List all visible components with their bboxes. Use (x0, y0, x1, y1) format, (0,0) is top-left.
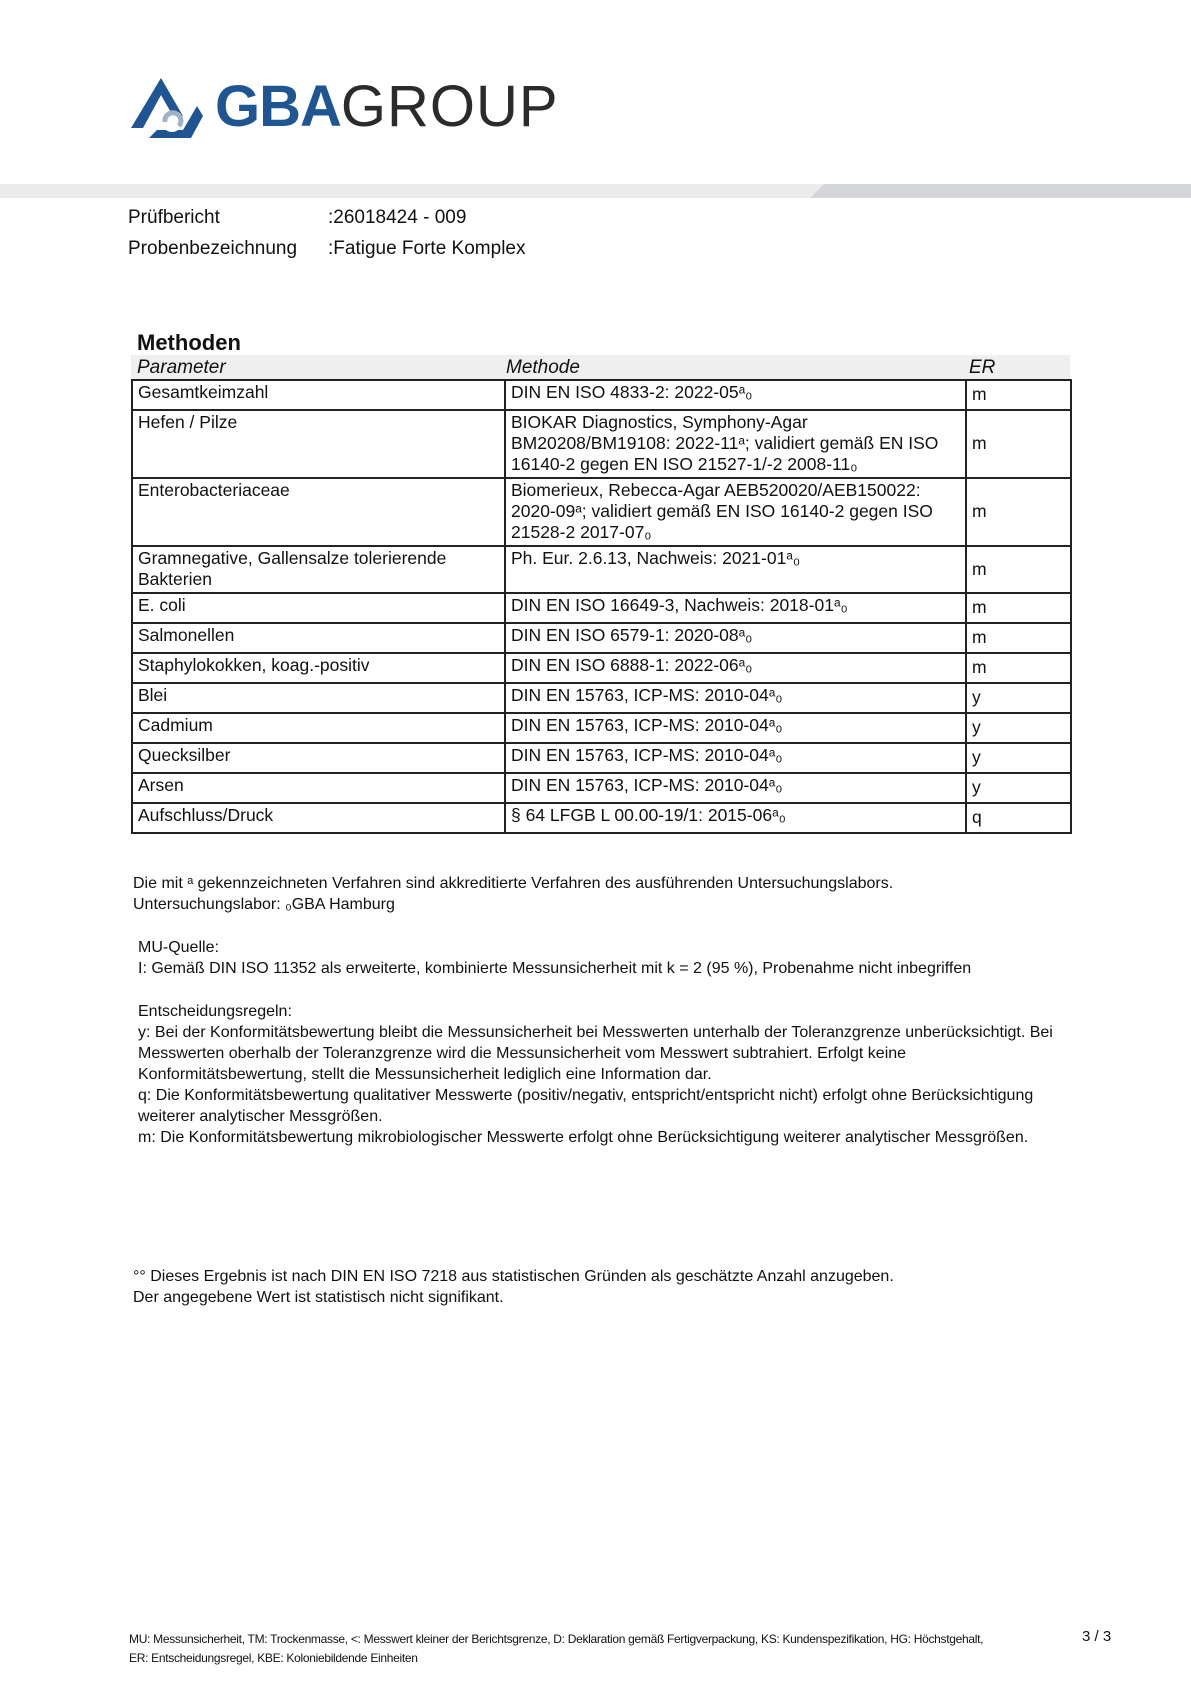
method-cell: DIN EN 15763, ICP-MS: 2010-04ᵃ₀ (505, 773, 966, 803)
table-row (132, 743, 1071, 773)
er-cell: q (966, 803, 1071, 833)
column-header-er: ER (969, 357, 996, 378)
report-number-value: :26018424 - 009 (328, 207, 467, 228)
method-cell: Ph. Eur. 2.6.13, Nachweis: 2021-01ᵃ₀ (505, 546, 966, 593)
parameter-cell: Enterobacteriaceae (132, 478, 505, 546)
gba-logo-mark-icon (131, 76, 203, 138)
methods-table-body (131, 379, 1072, 834)
footer-abbreviations-line2: ER: Entscheidungsregel, KBE: Koloniebildende Einheiten (129, 1651, 418, 1665)
method-cell: Biomerieux, Rebecca-Agar AEB520020/AEB150022: 2020-09ᵃ; validiert gemäß EN ISO 16140-2 gegen ISO 21528-2 2017-07₀ (505, 478, 966, 546)
laboratory-text: Untersuchungslabor: ₀GBA Hamburg (133, 896, 395, 913)
parameter-cell: Arsen (132, 773, 505, 803)
er-cell: m (966, 410, 1071, 478)
decision-rule-q: q: Die Konformitätsbewertung qualitativer Messwerte (positiv/negativ, entspricht/entspricht nicht) erfolgt ohne Berücksichtigung weiterer analytischer Messgrößen. (138, 1087, 1034, 1125)
er-cell: m (966, 623, 1071, 653)
logo-wordmark-group: GROUP (340, 74, 559, 139)
table-row (132, 478, 1071, 546)
column-header-parameter: Parameter (137, 357, 226, 378)
method-cell: § 64 LFGB L 00.00-19/1: 2015-06ᵃ₀ (505, 803, 966, 833)
parameter-cell: Gramnegative, Gallensalze tolerierende Bakterien (132, 546, 505, 593)
header-band-accent (810, 184, 1191, 198)
decision-rules-title: Entscheidungsregeln: (138, 1003, 292, 1020)
mu-source-text: I: Gemäß DIN ISO 11352 als erweiterte, kombinierte Messunsicherheit mit k = 2 (95 %), Probenahme nicht inbegriffen (138, 960, 972, 977)
parameter-cell: Blei (132, 683, 505, 713)
table-row (132, 653, 1071, 683)
table-row (132, 713, 1071, 743)
gba-group-logo (131, 76, 559, 138)
method-cell: BIOKAR Diagnostics, Symphony-Agar BM20208/BM19108: 2022-11ᵃ; validiert gemäß EN ISO 16140-2 gegen EN ISO 21527-1/-2 2008-11₀ (505, 410, 966, 478)
er-cell: m (966, 593, 1071, 623)
methods-table (131, 355, 1070, 834)
er-cell: y (966, 683, 1071, 713)
mu-source-block (138, 937, 1078, 979)
mu-source-title: MU-Quelle: (138, 939, 219, 956)
parameter-cell: Quecksilber (132, 743, 505, 773)
methods-table-header (131, 355, 1070, 379)
er-cell: y (966, 743, 1071, 773)
parameter-cell: Gesamtkeimzahl (132, 380, 505, 410)
statistical-remark (133, 1266, 1073, 1308)
method-cell: DIN EN ISO 4833-2: 2022-05ᵃ₀ (505, 380, 966, 410)
decision-rule-m: m: Die Konformitätsbewertung mikrobiologischer Messwerte erfolgt ohne Berücksichtigung weiterer analytischer Messgrößen. (138, 1129, 1029, 1146)
accreditation-text: Die mit ᵃ gekennzeichneten Verfahren sind akkreditierte Verfahren des ausführenden Untersuchungslabors. (133, 875, 894, 892)
statistical-remark-line1: °° Dieses Ergebnis ist nach DIN EN ISO 7218 aus statistischen Gründen als geschätzte Anzahl anzugeben. (133, 1268, 894, 1285)
abbreviations-footer (129, 1630, 989, 1668)
er-cell: m (966, 653, 1071, 683)
statistical-remark-line2: Der angegebene Wert ist statistisch nicht signifikant. (133, 1289, 504, 1306)
er-cell: y (966, 713, 1071, 743)
method-cell: DIN EN ISO 6888-1: 2022-06ᵃ₀ (505, 653, 966, 683)
er-cell: m (966, 546, 1071, 593)
method-cell: DIN EN 15763, ICP-MS: 2010-04ᵃ₀ (505, 743, 966, 773)
footer-abbreviations-line1: MU: Messunsicherheit, TM: Trockenmasse, <: Messwert kleiner der Berichtsgrenze, D: Deklaration gemäß Fertigverpackung, KS: Kundenspezifikation, HG: Höchstgehalt, (129, 1632, 984, 1646)
table-row (132, 410, 1071, 478)
table-row (132, 803, 1071, 833)
table-row (132, 683, 1071, 713)
methods-title: Methoden (137, 330, 241, 355)
table-row (132, 546, 1071, 593)
parameter-cell: Staphylokokken, koag.-positiv (132, 653, 505, 683)
er-cell: m (966, 478, 1071, 546)
method-cell: DIN EN 15763, ICP-MS: 2010-04ᵃ₀ (505, 683, 966, 713)
logo-wordmark-gba: GBA (215, 74, 341, 139)
parameter-cell: Aufschluss/Druck (132, 803, 505, 833)
method-cell: DIN EN ISO 6579-1: 2020-08ᵃ₀ (505, 623, 966, 653)
table-row (132, 773, 1071, 803)
table-row (132, 380, 1071, 410)
parameter-cell: Hefen / Pilze (132, 410, 505, 478)
accreditation-note (133, 873, 1073, 915)
parameter-cell: Salmonellen (132, 623, 505, 653)
decision-rule-y: y: Bei der Konformitätsbewertung bleibt die Messunsicherheit bei Messwerten unterhalb der Toleranzgrenze unberücksichtigt. Bei Messwerten oberhalb der Toleranzgrenze wird die Messunsicherheit vom Messwert subtrahiert. Erfolgt keine Konformitätsbewertung, stellt die Messunsicherheit lediglich eine Information dar. (138, 1024, 1053, 1083)
er-cell: m (966, 380, 1071, 410)
column-header-method: Methode (506, 357, 580, 378)
parameter-cell: E. coli (132, 593, 505, 623)
table-row (132, 593, 1071, 623)
sample-name-label: Probenbezeichnung (128, 238, 298, 259)
method-cell: DIN EN 15763, ICP-MS: 2010-04ᵃ₀ (505, 713, 966, 743)
decision-rules-block (138, 1001, 1078, 1148)
table-row (132, 623, 1071, 653)
report-number-label: Prüfbericht (128, 207, 220, 228)
sample-name-value: :Fatigue Forte Komplex (328, 238, 526, 259)
parameter-cell: Cadmium (132, 713, 505, 743)
method-cell: DIN EN ISO 16649-3, Nachweis: 2018-01ᵃ₀ (505, 593, 966, 623)
er-cell: y (966, 773, 1071, 803)
page-number: 3 / 3 (1082, 1628, 1112, 1645)
